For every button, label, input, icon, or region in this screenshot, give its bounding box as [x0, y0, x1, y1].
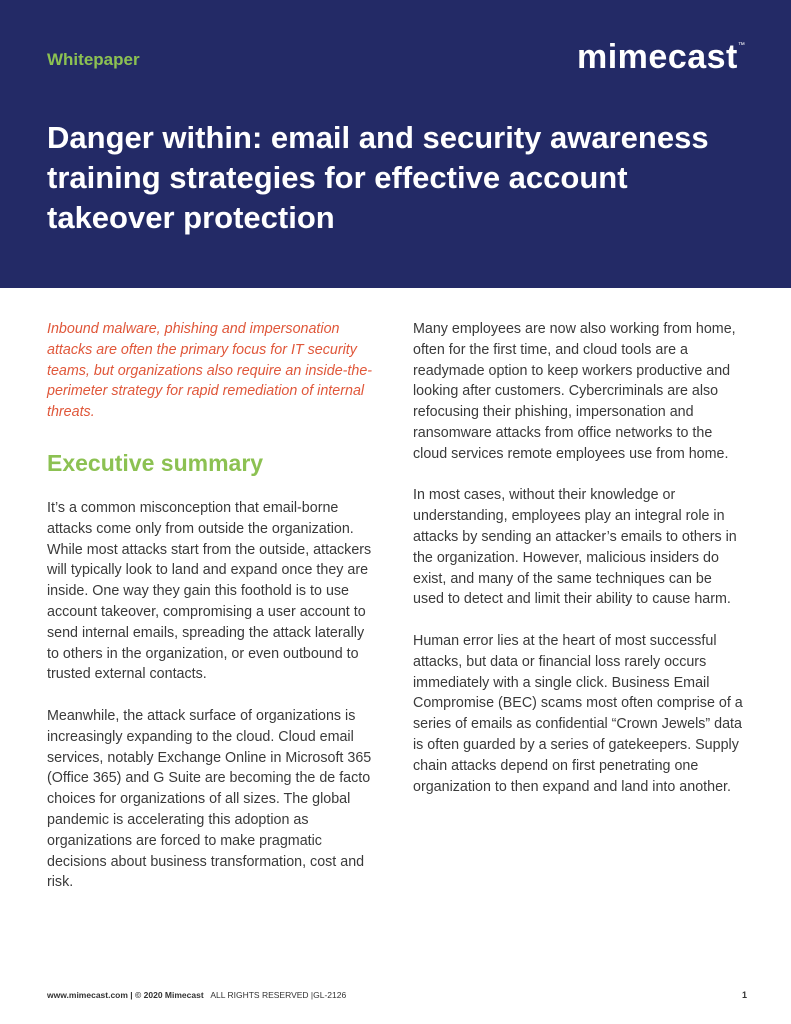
page-number: 1 — [741, 990, 747, 1000]
document-type-label: Whitepaper — [47, 50, 140, 69]
body-paragraph: It’s a common misconception that email-borne attacks come only from outside the organization. While most attacks start from the outside, attackers will typically look to land and expand once they are inside. One way they gain this foothold is to use account takeover, compromising a user account to send internal emails, spreading the attack laterally to others in the organization, or even outbound to trusted external contacts. — [47, 499, 372, 683]
body-paragraph: Many employees are now also working from home, often for the first time, and cloud tools are a readymade option to keep workers productive and looking after customers. Cybercriminals are also refocusing their phishing, impersonation and ransomware attacks from office networks to the cloud services remote employees use from home. — [413, 321, 736, 462]
section-heading: Executive summary — [47, 449, 264, 476]
right-column — [413, 319, 745, 818]
body-paragraph: Meanwhile, the attack surface of organizations is increasingly expanding to the cloud. Cloud email services, notably Exchange Online in Microsoft 365 (Office 365) and G Suite are becoming the de facto choices for organizations of all sizes. The global pandemic is accelerating this adoption as organizations are forced to make pragmatic decisions about business transformation, cost and risk. — [47, 707, 372, 891]
left-column — [47, 319, 375, 914]
body-paragraph: Human error lies at the heart of most successful attacks, but data or financial loss rarely occurs immediately with a single click. Business Email Compromise (BEC) scams most often comprise of a series of emails as confidential “Crown Jewels” data is often guarded by a series of gatekeepers. Supply chain attacks depend on first penetrating one organization to then expand and land into another. — [413, 632, 743, 795]
logo-trademark: ™ — [737, 42, 746, 49]
page-title: Danger within: email and security awareness training strategies for effective account takeover protection — [47, 120, 709, 235]
mimecast-logo — [577, 38, 745, 77]
footer-rights: ALL RIGHTS RESERVED |GL-2126 — [210, 990, 347, 1000]
body-paragraph: In most cases, without their knowledge or understanding, employees play an integral role in attacks by sending an attacker’s emails to others in the organization. However, malicious insiders do exist, and many of the same techniques can be used to detect and limit their ability to cause harm. — [413, 487, 737, 608]
intro-text: Inbound malware, phishing and impersonation attacks are often the primary focus for IT security teams, but organizations also require an inside-the-perimeter strategy for rapid remediation of internal threats. — [47, 321, 373, 421]
footer — [47, 990, 747, 1000]
footer-site-link[interactable]: www.mimecast.com | © 2020 Mimecast — [47, 990, 204, 1000]
logo-text: mimecast — [577, 38, 738, 76]
header-banner — [0, 0, 791, 288]
